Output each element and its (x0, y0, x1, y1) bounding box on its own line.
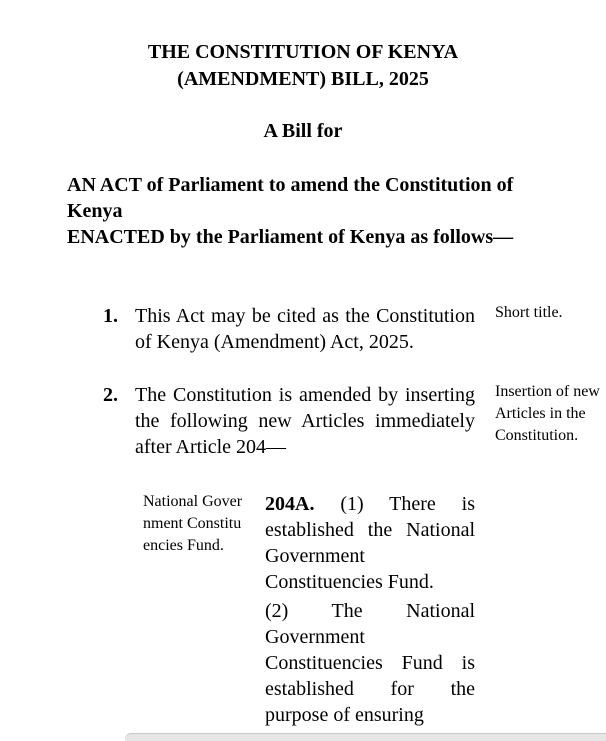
act-line-2: Kenya (67, 200, 123, 222)
section-1-text: This Act may be cited as the Constitution of Kenya (Amendment) Act, 2025. (135, 305, 475, 353)
article-clause-1 (265, 491, 475, 595)
article-204a (265, 491, 475, 731)
section-2-number: 2. (103, 384, 118, 406)
article-number: 204A. (265, 493, 315, 515)
enacting-clause: ENACTED by the Parliament of Kenya as follows— (67, 226, 514, 248)
article-side-note: National Government Constituencies Fund. (143, 493, 243, 554)
section-2-margin-note: Insertion of new Articles in the Constitution. (495, 383, 600, 444)
bill-for-heading: A Bill for (263, 120, 343, 142)
act-preamble (67, 172, 597, 250)
act-line-1: AN ACT of Parliament to amend the Constitution of (67, 174, 514, 196)
section-1-margin-note: Short title. (495, 304, 563, 321)
horizontal-scrollbar[interactable] (125, 733, 606, 741)
article-clause-1-text: (1) There is established the National Government Constituencies Fund. (265, 493, 475, 593)
section-2-text: The Constitution is amended by inserting the following new Articles immediately after Article 204— (135, 384, 475, 458)
section-1-number: 1. (103, 305, 118, 327)
article-clause-2: (2) The National Government Constituencies Fund is established for the purpose of ensuring (265, 600, 475, 726)
bill-title-line-2: (AMENDMENT) BILL, 2025 (177, 68, 429, 90)
bill-title (0, 39, 606, 93)
bill-title-line-1: THE CONSTITUTION OF KENYA (147, 41, 459, 63)
